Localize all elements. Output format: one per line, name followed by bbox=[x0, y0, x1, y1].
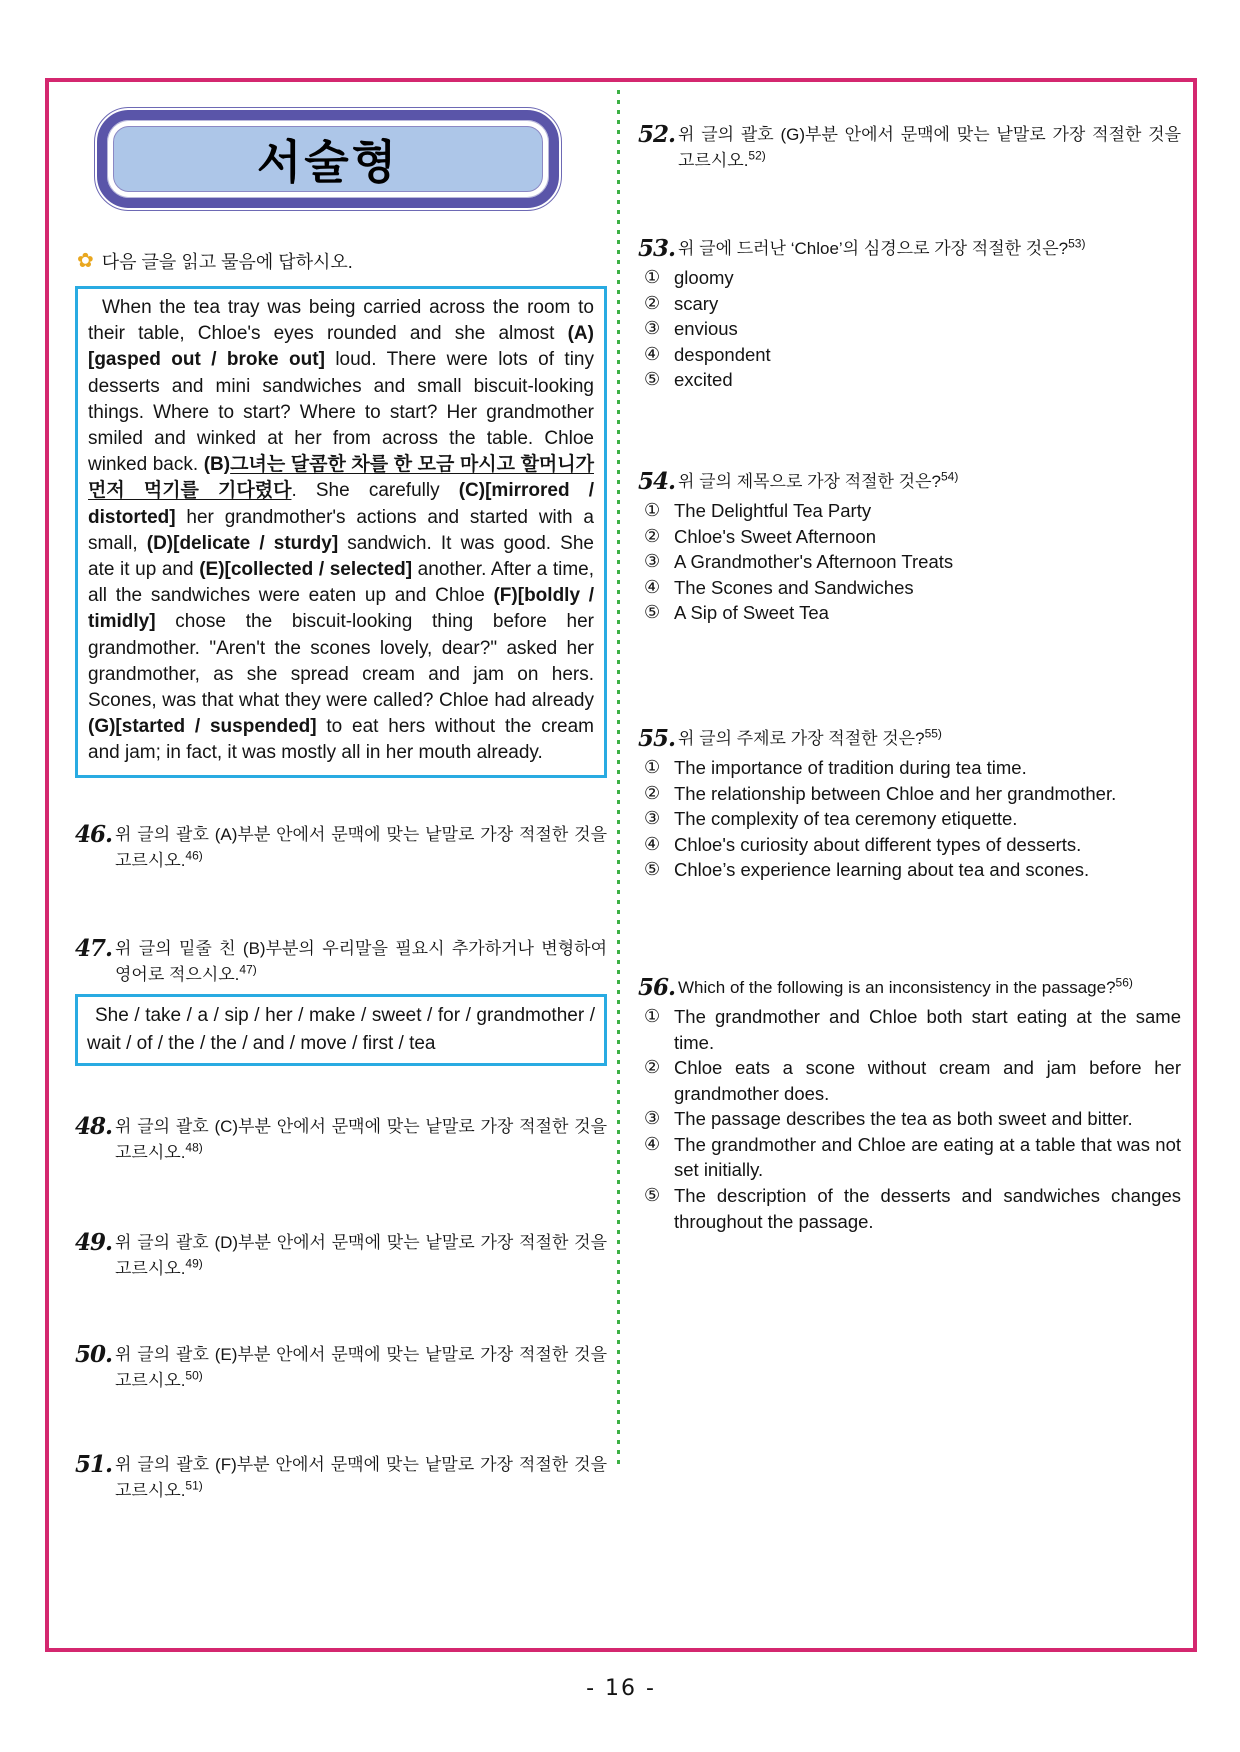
question-number: 55. bbox=[638, 724, 676, 752]
footnote-ref: 53) bbox=[1068, 236, 1086, 251]
option-1 bbox=[644, 755, 1181, 781]
option-3 bbox=[644, 549, 1181, 575]
question-stem: Which of the following is an inconsistency in the passage? bbox=[678, 977, 1116, 997]
option-marker: ⑤ bbox=[644, 369, 661, 391]
option-marker: ① bbox=[644, 1005, 661, 1027]
option-5 bbox=[644, 367, 1181, 393]
left-column bbox=[49, 82, 607, 1504]
option-2 bbox=[644, 291, 1181, 317]
question-text bbox=[115, 1114, 607, 1166]
option-marker: ③ bbox=[644, 551, 661, 573]
question-stem: 위 글의 괄호 (G)부분 안에서 문맥에 맞는 낱말로 가장 적절한 것을 고르시오. bbox=[678, 125, 1181, 170]
option-text: Chloe eats a scone without cream and jam before her grandmother does. bbox=[674, 1057, 1181, 1104]
option-4 bbox=[644, 832, 1181, 858]
question-stem: 위 글의 제목으로 가장 적절한 것은? bbox=[678, 471, 941, 491]
option-text: envious bbox=[674, 318, 738, 340]
option-3 bbox=[644, 1106, 1181, 1132]
question-text bbox=[115, 1230, 607, 1282]
footnote-ref: 47) bbox=[239, 962, 257, 976]
question-text bbox=[115, 822, 607, 874]
question-text bbox=[678, 236, 1181, 262]
question-51 bbox=[75, 1452, 607, 1504]
flower-icon: ✿ bbox=[77, 250, 94, 272]
option-marker: ③ bbox=[644, 808, 661, 830]
option-marker: ④ bbox=[644, 1133, 661, 1155]
question-number: 56. bbox=[638, 973, 676, 1001]
question-number: 48. bbox=[75, 1112, 113, 1140]
footnote-ref: 51) bbox=[185, 1478, 203, 1492]
choice-C: (C)[mirrored / distorted] bbox=[88, 480, 594, 528]
question-number: 49. bbox=[75, 1228, 113, 1256]
option-text: excited bbox=[674, 369, 733, 391]
footnote-ref: 52) bbox=[748, 148, 766, 163]
option-marker: ④ bbox=[644, 343, 661, 365]
passage-text: . She carefully bbox=[291, 480, 459, 502]
question-stem: 위 글에 드러난 ‘Chloe’의 심경으로 가장 적절한 것은? bbox=[678, 239, 1069, 258]
passage-box bbox=[75, 286, 607, 778]
question-55 bbox=[638, 726, 1181, 752]
options-53 bbox=[644, 265, 1181, 393]
passage-text: chose the biscuit-looking thing before her grandmother. "Aren't the scones lovely, dear?" asked her grandmother, as she spread cream and jam on hers. Scones, was that what they were called? Chloe had already bbox=[88, 611, 594, 712]
option-marker: ③ bbox=[644, 318, 661, 340]
option-marker: ⑤ bbox=[644, 1185, 661, 1207]
options-56 bbox=[644, 1004, 1181, 1234]
passage-text: sandwich. It was good. She ate it up and bbox=[88, 532, 594, 581]
option-3 bbox=[644, 806, 1181, 832]
passage-text: her grandmother's actions and started with a small, bbox=[88, 506, 594, 554]
option-text: gloomy bbox=[674, 267, 734, 288]
option-text: The Scones and Sandwiches bbox=[674, 576, 914, 598]
option-marker: ④ bbox=[644, 833, 661, 855]
question-text bbox=[115, 936, 607, 988]
option-marker: ④ bbox=[644, 576, 661, 598]
instruction-text: 다음 글을 읽고 물음에 답하시오. bbox=[101, 252, 353, 272]
option-text: The importance of tradition during tea time. bbox=[674, 756, 1027, 778]
option-marker: ② bbox=[644, 292, 661, 314]
option-text: The grandmother and Chloe both start eating at the same time. bbox=[674, 1005, 1181, 1053]
label-B: (B) bbox=[203, 454, 231, 476]
option-2 bbox=[644, 1055, 1181, 1106]
option-text: Chloe’s experience learning about tea and scones. bbox=[674, 859, 1090, 881]
choice-E: (E)[collected / selected] bbox=[199, 559, 413, 581]
question-47 bbox=[75, 936, 607, 988]
option-text: A Grandmother's Afternoon Treats bbox=[674, 551, 954, 573]
word-bank-box: She / take / a / sip / her / make / sweet / for / grandmother / wait / of / the / the / and / move / first / tea bbox=[75, 994, 607, 1066]
options-54 bbox=[644, 498, 1181, 626]
option-marker: ⑤ bbox=[644, 602, 661, 624]
question-stem: 위 글의 괄호 (A)부분 안에서 문맥에 맞는 낱말로 가장 적절한 것을 고르시오. bbox=[115, 824, 607, 870]
footnote-ref: 48) bbox=[185, 1140, 203, 1154]
choice-G: (G)[started / suspended] bbox=[88, 716, 317, 738]
choice-A: (A)[gasped out / broke out] bbox=[88, 323, 594, 371]
option-text: Chloe's curiosity about different types of desserts. bbox=[674, 833, 1082, 855]
question-text bbox=[115, 1342, 607, 1394]
option-1 bbox=[644, 1004, 1181, 1055]
question-56 bbox=[638, 975, 1181, 1001]
option-text: The Delightful Tea Party bbox=[674, 499, 872, 521]
option-text: despondent bbox=[674, 343, 771, 365]
question-46 bbox=[75, 822, 607, 874]
question-53 bbox=[638, 236, 1181, 262]
footnote-ref: 46) bbox=[185, 848, 203, 862]
option-3 bbox=[644, 316, 1181, 342]
section-title-inner bbox=[113, 126, 543, 192]
option-4 bbox=[644, 575, 1181, 601]
option-marker: ① bbox=[644, 499, 661, 521]
question-48 bbox=[75, 1114, 607, 1166]
question-number: 47. bbox=[75, 934, 113, 962]
option-4 bbox=[644, 1132, 1181, 1183]
option-text: scary bbox=[674, 292, 719, 314]
question-text bbox=[678, 726, 1181, 752]
option-2 bbox=[644, 524, 1181, 550]
option-5 bbox=[644, 857, 1181, 883]
options-55 bbox=[644, 755, 1181, 883]
right-column bbox=[620, 82, 1193, 1234]
option-text: The grandmother and Chloe are eating at a table that was not set initially. bbox=[674, 1133, 1181, 1181]
option-marker: ② bbox=[644, 525, 661, 547]
option-text: Chloe's Sweet Afternoon bbox=[674, 525, 877, 547]
question-text bbox=[678, 469, 1181, 495]
footnote-ref: 56) bbox=[1115, 975, 1133, 990]
option-marker: ③ bbox=[644, 1108, 661, 1130]
underlined-korean-B: 그녀는 달콤한 차를 한 모금 마시고 할머니가 먼저 먹기를 기다렸다 bbox=[88, 454, 594, 502]
option-text: The complexity of tea ceremony etiquette. bbox=[674, 808, 1018, 830]
page-number: - 16 - bbox=[586, 1676, 656, 1701]
choice-F: (F)[boldly / timidly] bbox=[88, 585, 594, 633]
option-marker: ② bbox=[644, 782, 661, 804]
footnote-ref: 49) bbox=[185, 1256, 203, 1270]
question-52 bbox=[638, 122, 1181, 174]
option-1 bbox=[644, 265, 1181, 291]
question-text bbox=[678, 975, 1181, 1001]
footnote-ref: 55) bbox=[924, 726, 942, 741]
footnote-ref: 50) bbox=[185, 1368, 203, 1382]
passage-text: to eat hers without the cream and jam; in fact, it was mostly all in her mouth already. bbox=[88, 716, 594, 764]
choice-D: (D)[delicate / sturdy] bbox=[146, 532, 339, 554]
question-number: 53. bbox=[638, 235, 676, 262]
section-title: 서술형 bbox=[256, 136, 400, 188]
question-49 bbox=[75, 1230, 607, 1282]
question-text bbox=[678, 122, 1181, 174]
option-text: The description of the desserts and sandwiches changes throughout the passage. bbox=[674, 1185, 1181, 1232]
option-marker: ⑤ bbox=[644, 859, 661, 881]
option-4 bbox=[644, 342, 1181, 368]
page-border-frame bbox=[45, 78, 1197, 1652]
question-stem: 위 글의 괄호 (C)부분 안에서 문맥에 맞는 낱말로 가장 적절한 것을 고르시오. bbox=[115, 1116, 607, 1162]
option-marker: ② bbox=[644, 1057, 661, 1079]
question-stem: 위 글의 밑줄 친 (B)부분의 우리말을 필요시 추가하거나 변형하여 영어로 적으시오. bbox=[115, 938, 607, 984]
instruction-row bbox=[77, 248, 607, 274]
section-title-box bbox=[97, 110, 559, 208]
option-2 bbox=[644, 781, 1181, 807]
option-5 bbox=[644, 600, 1181, 626]
passage-text: When the tea tray was being carried across the room to their table, Chloe's eyes rounded and she almost bbox=[88, 297, 594, 345]
question-stem: 위 글의 괄호 (F)부분 안에서 문맥에 맞는 낱말로 가장 적절한 것을 고르시오. bbox=[115, 1454, 607, 1500]
option-text: The relationship between Chloe and her grandmother. bbox=[674, 782, 1117, 804]
option-text: A Sip of Sweet Tea bbox=[674, 602, 829, 624]
question-50 bbox=[75, 1342, 607, 1394]
option-marker: ① bbox=[644, 756, 661, 778]
question-number: 51. bbox=[75, 1450, 113, 1478]
option-marker: ① bbox=[644, 267, 661, 288]
question-stem: 위 글의 괄호 (E)부분 안에서 문맥에 맞는 낱말로 가장 적절한 것을 고르시오. bbox=[115, 1344, 607, 1390]
passage-text: another. After a time, all the sandwiches were eaten up and Chloe bbox=[88, 559, 594, 607]
option-1 bbox=[644, 498, 1181, 524]
question-54 bbox=[638, 469, 1181, 495]
passage-paragraph bbox=[88, 295, 594, 767]
question-number: 46. bbox=[75, 820, 113, 848]
question-stem: 위 글의 주제로 가장 적절한 것은? bbox=[678, 728, 925, 748]
question-number: 50. bbox=[75, 1340, 113, 1368]
question-text bbox=[115, 1452, 607, 1504]
question-stem: 위 글의 괄호 (D)부분 안에서 문맥에 맞는 낱말로 가장 적절한 것을 고르시오. bbox=[115, 1232, 607, 1278]
option-text: The passage describes the tea as both sweet and bitter. bbox=[674, 1108, 1133, 1130]
question-number: 54. bbox=[638, 467, 676, 495]
option-5 bbox=[644, 1183, 1181, 1234]
footnote-ref: 54) bbox=[940, 469, 959, 484]
question-number: 52. bbox=[638, 121, 676, 148]
passage-text: loud. There were lots of tiny desserts and mini sandwiches and small biscuit-looking things. Where to start? Where to start? Her grandmother smiled and winked at her from across the table. Chloe winked back. bbox=[88, 349, 595, 476]
